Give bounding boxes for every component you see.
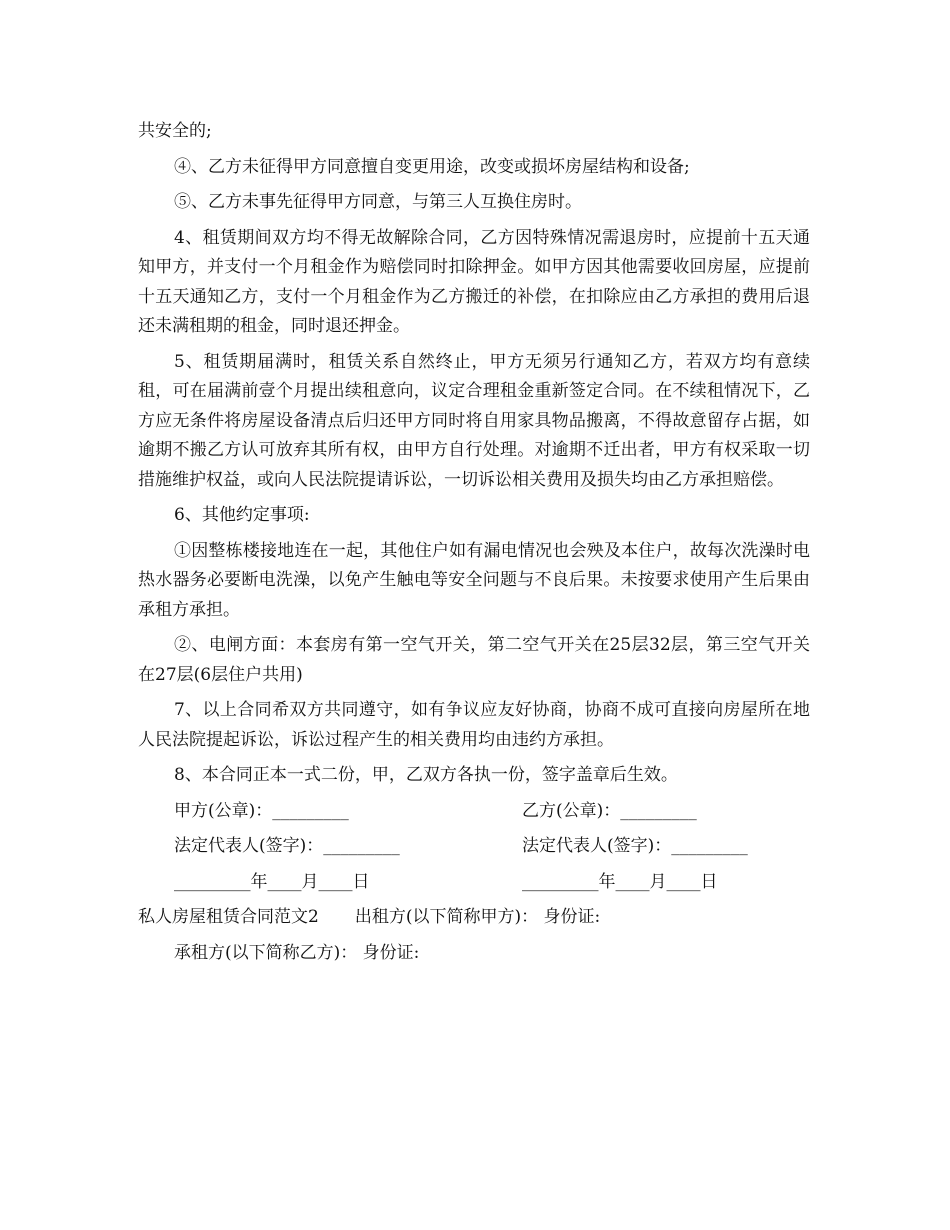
clause-copies: 8、本合同正本一式二份，甲，乙双方各执一份，签字盖章后生效。 [174,765,678,785]
clause-dispute: 7、以上合同希双方共同遵守，如有争议应友好协商，协商不成可直接向房屋所在地人民法院提起诉讼，诉讼过程产生的相关费用均由违约方承担。 [138,700,810,750]
party-b-legal-rep-line: 法定代表人(签字)：_________ [522,836,748,856]
paragraph-continuation: 共安全的; [138,121,212,141]
clause-other-terms-heading: 6、其他约定事项: [174,505,310,525]
clause-termination: 4、租赁期间双方均不得无故解除合同，乙方因特殊情况需退房时，应提前十五天通知甲方，并支付一个月租金作为赔偿同时扣除押金。如甲方因其他需要收回房屋，应提前十五天通知乙方，支付一个月租金作为乙方搬迁的补偿，在扣除应由乙方承担的费用后退还未满租期的租金，同时退还押金。 [138,227,810,336]
clause-item-4: ④、乙方未征得甲方同意擅自变更用途，改变或损坏房屋结构和设备; [174,156,690,177]
signature-row-seal [138,797,810,827]
party-b-seal-line: 乙方(公章)：_________ [522,800,697,821]
party-a-date-line: _________年____月____日 [174,871,370,892]
clause-lease-expiry: 5、租赁期届满时，租赁关系自然终止，甲方无须另行通知乙方，若双方均有意续租，可在届满前壹个月提出续租意向，议定合理租金重新签定合同。在不续租情况下，乙方应无条件将房屋设备清点后归还甲方同时将自用家具物品搬离，不得故意留存占据，如逾期不搬乙方认可放弃其所有权，由甲方自行处理。对逾期不迁出者，甲方有权采取一切措施维护权益，或向人民法院提请诉讼，一切诉讼相关费用及损失均由乙方承担赔偿。 [138,351,810,490]
party-a-seal-line: 甲方(公章)：_________ [174,800,349,821]
clause-water-heater: ①因整栋楼接地连在一起，其他住户如有漏电情况也会殃及本住户，故每次洗澡时电热水器务必要断电洗澡，以免产生触电等安全问题与不良后果。未按要求使用产生后果由承租方承担。 [138,540,810,620]
next-section-title: 私人房屋租赁合同范文2 [138,907,319,927]
signature-row-date [138,868,810,898]
clause-circuit-breaker: ②、电闸方面：本套房有第一空气开关，第二空气开关在25层32层，第三空气开关在27层(6层住户共用) [138,635,810,685]
signature-row-legal-rep [138,832,810,862]
document-body [138,117,810,974]
lessor-line: 出租方(以下简称甲方)： 身份证: [354,907,601,927]
party-b-date-line: _________年____月____日 [522,871,718,892]
clause-item-5: ⑤、乙方未事先征得甲方同意，与第三人互换住房时。 [174,192,582,212]
party-a-legal-rep-line: 法定代表人(签字)：_________ [174,836,400,856]
next-section-header [138,903,810,933]
lessee-line: 承租方(以下简称乙方)： 身份证: [174,942,420,963]
